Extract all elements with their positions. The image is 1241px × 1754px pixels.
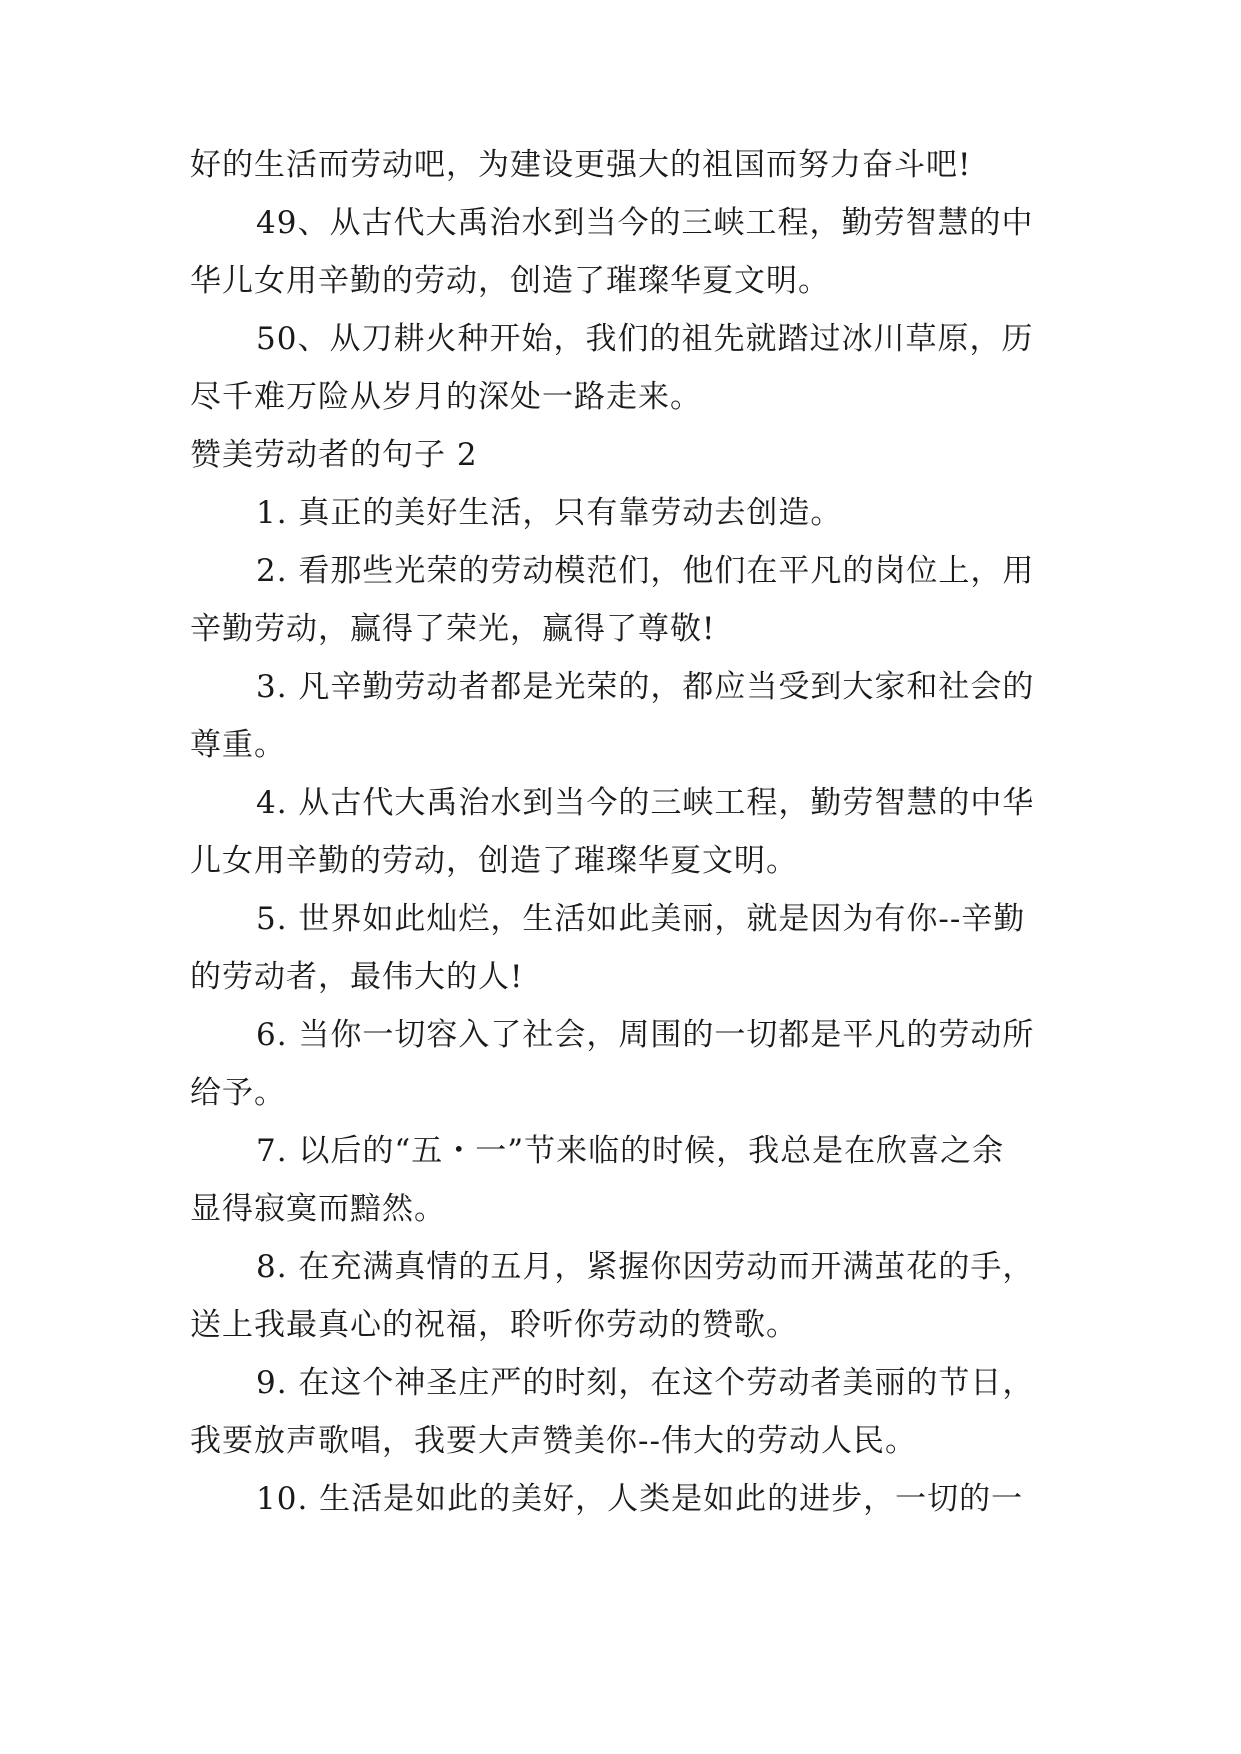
text-line: 9. 在这个神圣庄严的时刻，在这个劳动者美丽的节日， [256,1365,1035,1401]
section-heading: 赞美劳动者的句子 2 [190,437,478,473]
text-line: 好的生活而劳动吧，为建设更强大的祖国而努力奋斗吧! [190,147,972,183]
text-line: 5. 世界如此灿烂，生活如此美丽，就是因为有你--辛勤 [256,901,1026,937]
text-line: 华儿女用辛勤的劳动，创造了璀璨华夏文明。 [190,263,830,299]
text-line: 我要放声歌唱，我要大声赞美你--伟大的劳动人民。 [190,1423,917,1459]
text-line: 送上我最真心的祝福，聆听你劳动的赞歌。 [190,1307,798,1343]
text-line: 儿女用辛勤的劳动，创造了璀璨华夏文明。 [190,843,798,879]
text-line: 4. 从古代大禹治水到当今的三峡工程，勤劳智慧的中华 [256,785,1035,821]
text-line: 50、从刀耕火种开始，我们的祖先就踏过冰川草原，历 [256,321,1034,357]
text-line: 尊重。 [190,727,286,763]
text-line: 给予。 [190,1075,286,1111]
text-line: 辛勤劳动，赢得了荣光，赢得了尊敬! [190,611,716,647]
text-line: 10. 生活是如此的美好，人类是如此的进步，一切的一 [256,1481,1024,1517]
text-line: 2. 看那些光荣的劳动模范们，他们在平凡的岗位上，用 [256,553,1035,589]
text-line: 8. 在充满真情的五月，紧握你因劳动而开满茧花的手， [256,1249,1035,1285]
text-line: 49、从古代大禹治水到当今的三峡工程，勤劳智慧的中 [256,205,1034,241]
text-line: 7. 以后的“五・一”节来临的时候，我总是在欣喜之余 [256,1133,1005,1169]
text-line: 3. 凡辛勤劳动者都是光荣的，都应当受到大家和社会的 [256,669,1035,705]
text-line: 显得寂寞而黯然。 [190,1191,446,1227]
text-line: 6. 当你一切容入了社会，周围的一切都是平凡的劳动所 [256,1017,1035,1053]
text-line: 的劳动者，最伟大的人! [190,959,524,995]
text-line: 1. 真正的美好生活，只有靠劳动去创造。 [256,495,843,531]
text-line: 尽千难万险从岁月的深处一路走来。 [190,379,702,415]
